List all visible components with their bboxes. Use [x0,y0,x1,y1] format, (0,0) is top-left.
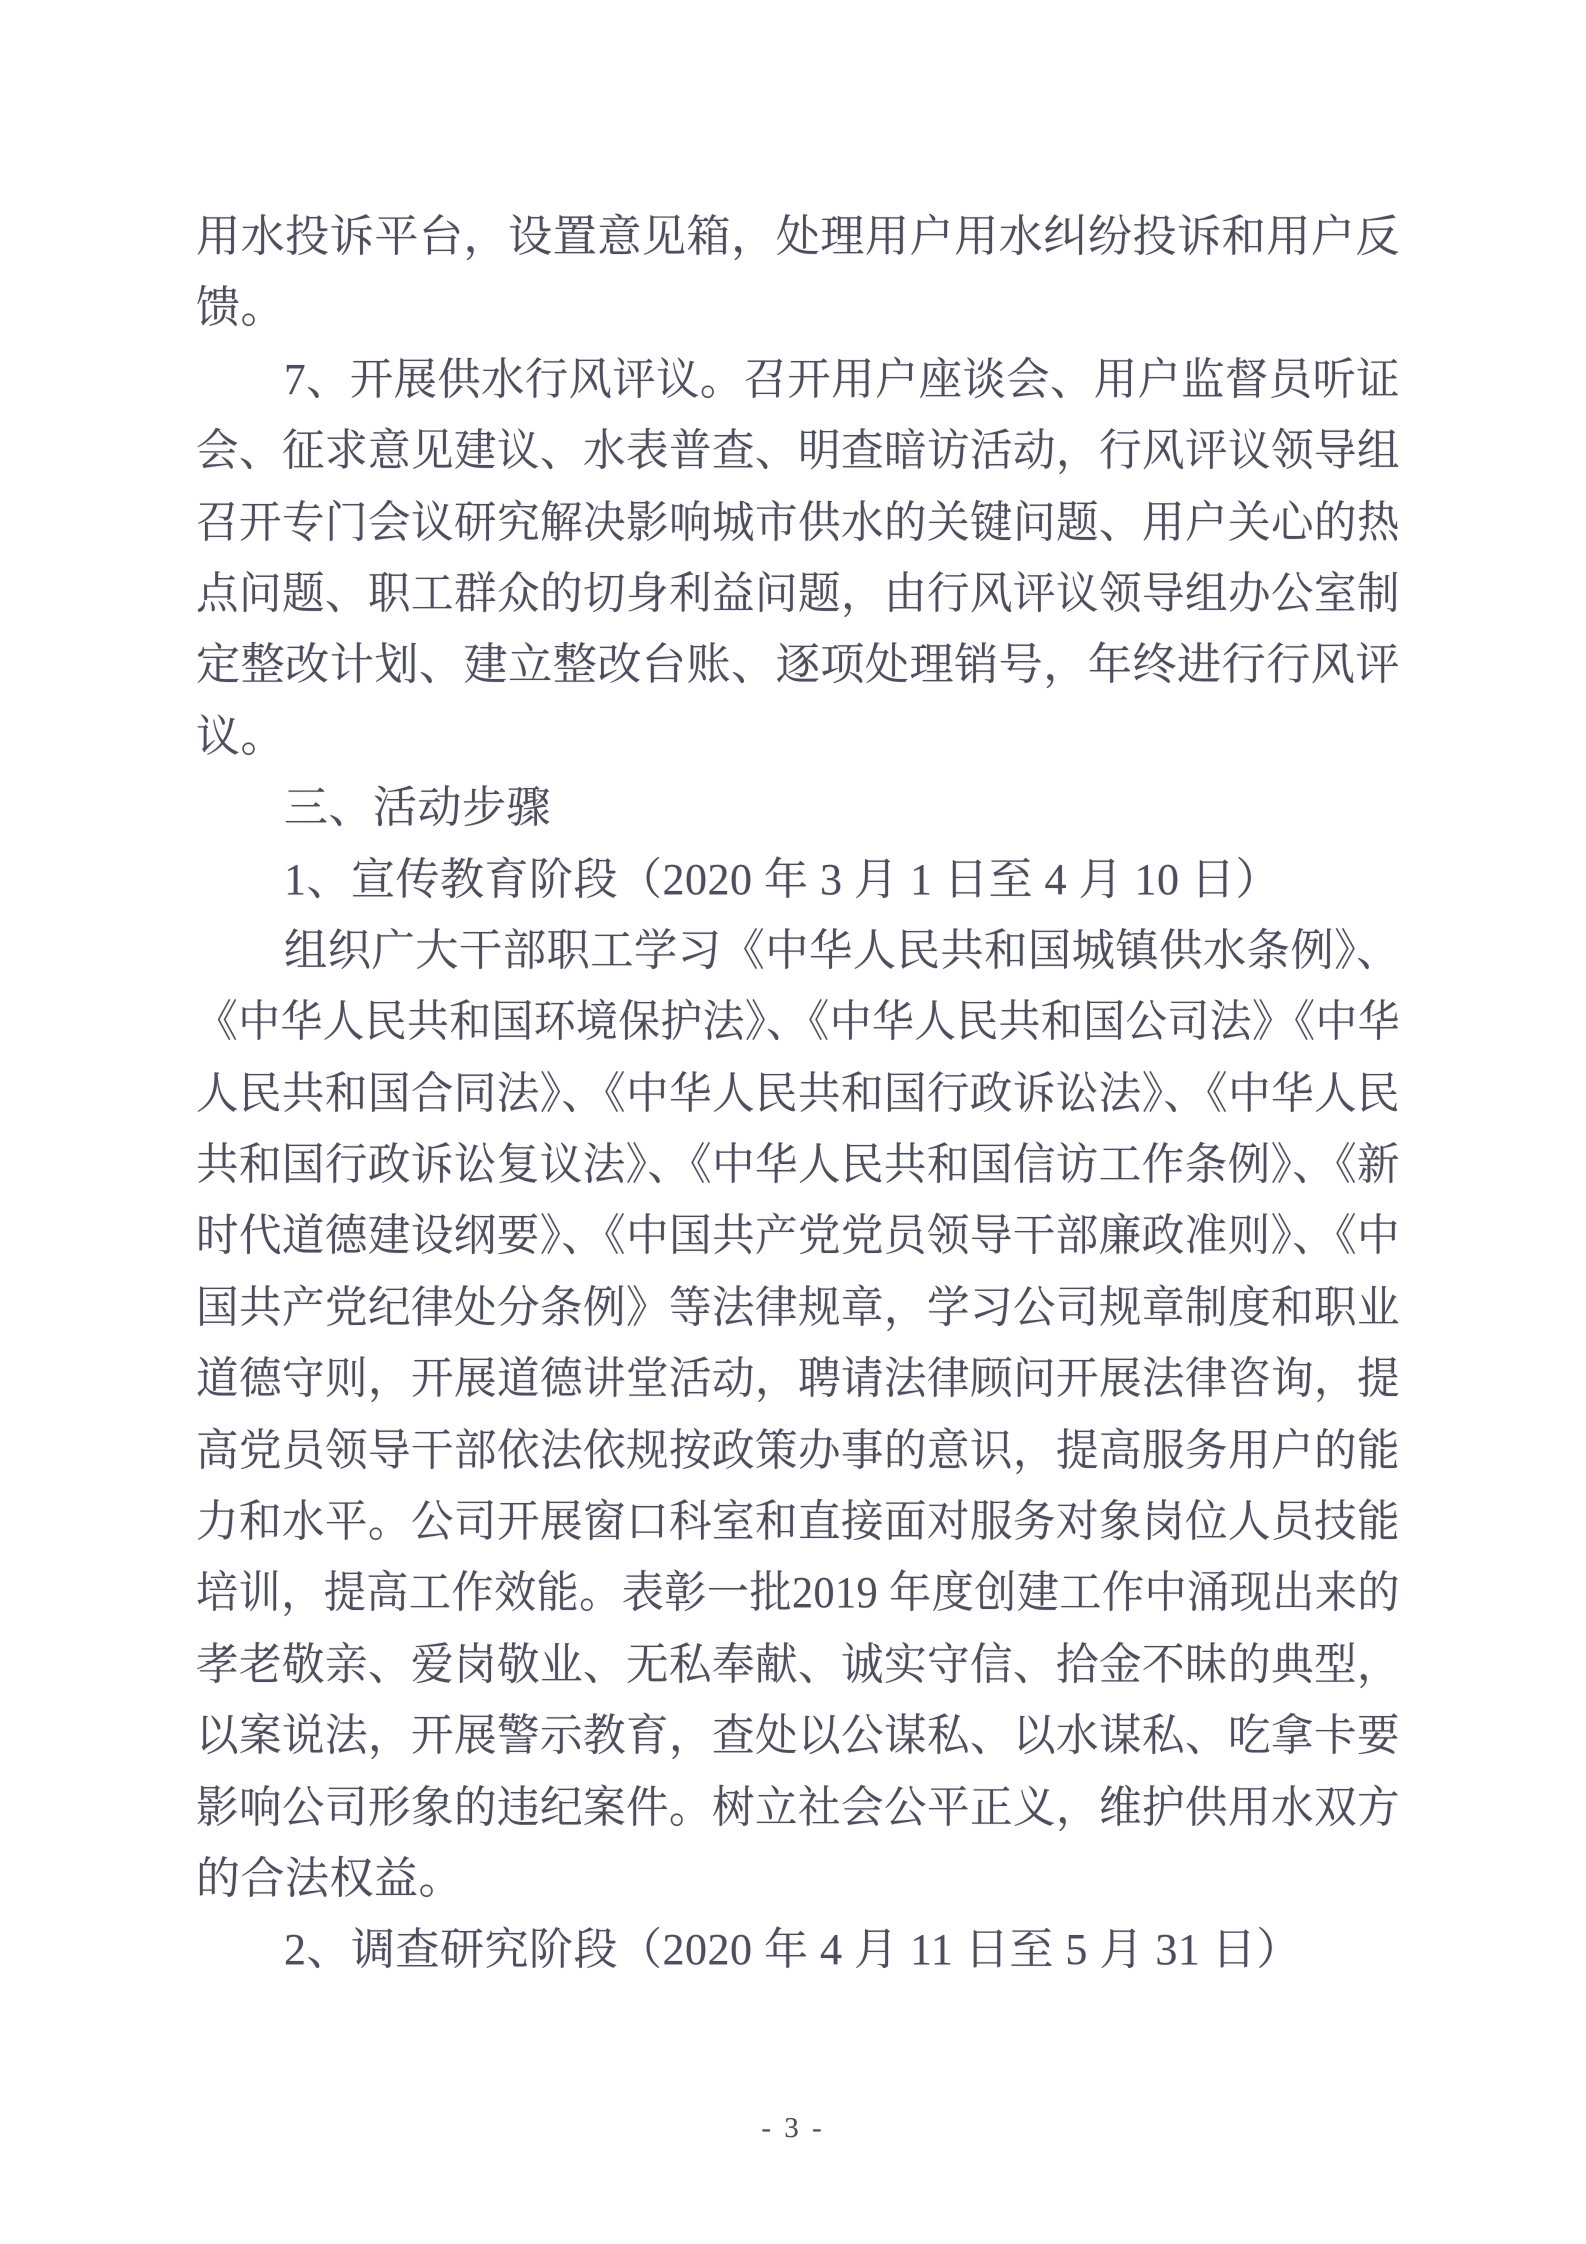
text-line-content: 议。 [196,711,285,761]
text-line-content: 1、宣传教育阶段（2020 年 3 月 1 日至 4 月 10 日） [284,854,1280,904]
text-line [196,1843,1400,1914]
text-line-content: 召开专门会议研究解决影响城市供水的关键问题、用户关心的热 [196,497,1400,547]
text-line-content: 《中华人民共和国环境保护法》、《中华人民共和国公司法》《中华 [196,997,1400,1047]
text-line [196,629,1400,700]
text-line [196,701,1400,772]
text-line [196,558,1400,629]
text-line [196,1700,1400,1771]
text-line-content: 会、征求意见建议、水表普查、明查暗访活动，行风评议领导组 [196,426,1400,476]
text-line-content: 三、活动步骤 [284,783,551,833]
text-line-content: 点问题、职工群众的切身利益问题，由行风评议领导组办公室制 [196,568,1400,618]
text-line [196,1058,1400,1129]
text-line-content: 共和国行政诉讼复议法》、《中华人民共和国信访工作条例》、《新 [196,1140,1400,1190]
text-line [196,272,1400,343]
text-line-content: 国共产党纪律处分条例》等法律规章，学习公司规章制度和职业 [196,1282,1400,1332]
text-line [196,1200,1400,1271]
text-line [196,1772,1400,1843]
text-line-content: 时代道德建设纲要》、《中国共产党党员领导干部廉政准则》、《中 [196,1211,1400,1261]
text-line-content: 2、调查研究阶段（2020 年 4 月 11 日至 5 月 31 日） [284,1925,1301,1975]
text-line-content: 道德守则，开展道德讲堂活动，聘请法律顾问开展法律咨询，提 [196,1354,1400,1404]
text-line-content: 培训，提高工作效能。表彰一批2019 年度创建工作中涌现出来的 [196,1568,1400,1618]
text-line-content: 以案说法，开展警示教育，查处以公谋私、以水谋私、吃拿卡要 [196,1711,1400,1761]
text-line-content: 组织广大干部职工学习《中华人民共和国城镇供水条例》、 [284,925,1400,975]
text-line [196,1415,1400,1486]
text-line-content: 高党员领导干部依法依规按政策办事的意识，提高服务用户的能 [196,1425,1400,1475]
text-line [196,487,1400,558]
text-line-content: 7、开展供水行风评议。召开用户座谈会、用户监督员听证 [284,354,1400,404]
text-line-content: 影响公司形象的违纪案件。树立社会公平正义，维护供用水双方 [196,1782,1400,1832]
text-line [196,1486,1400,1557]
text-line [196,772,1400,843]
text-line [196,1557,1400,1628]
text-line-content: 馈。 [196,283,285,333]
text-line [196,1129,1400,1200]
text-line [196,915,1400,986]
text-line-content: 的合法权益。 [196,1853,463,1903]
text-line-content: 人民共和国合同法》、《中华人民共和国行政诉讼法》、《中华人民 [196,1068,1400,1118]
text-line [196,1914,1400,1985]
text-line [196,1272,1400,1343]
text-line [196,844,1400,915]
text-line-content: 孝老敬亲、爱岗敬业、无私奉献、诚实守信、拾金不昧的典型， [196,1639,1400,1689]
page-number: - 3 - [761,2112,825,2144]
text-line [196,1343,1400,1414]
text-line [196,201,1400,272]
text-line-content: 用水投诉平台，设置意见箱，处理用户用水纠纷投诉和用户反 [196,212,1400,261]
text-line [196,1629,1400,1700]
text-line [196,344,1400,415]
text-line-content: 力和水平。公司开展窗口科室和直接面对服务对象岗位人员技能 [196,1497,1400,1547]
text-line [196,415,1400,486]
text-line-content: 定整改计划、建立整改台账、逐项处理销号，年终进行行风评 [196,640,1400,690]
text-line [196,986,1400,1057]
document-body [196,201,1400,1986]
